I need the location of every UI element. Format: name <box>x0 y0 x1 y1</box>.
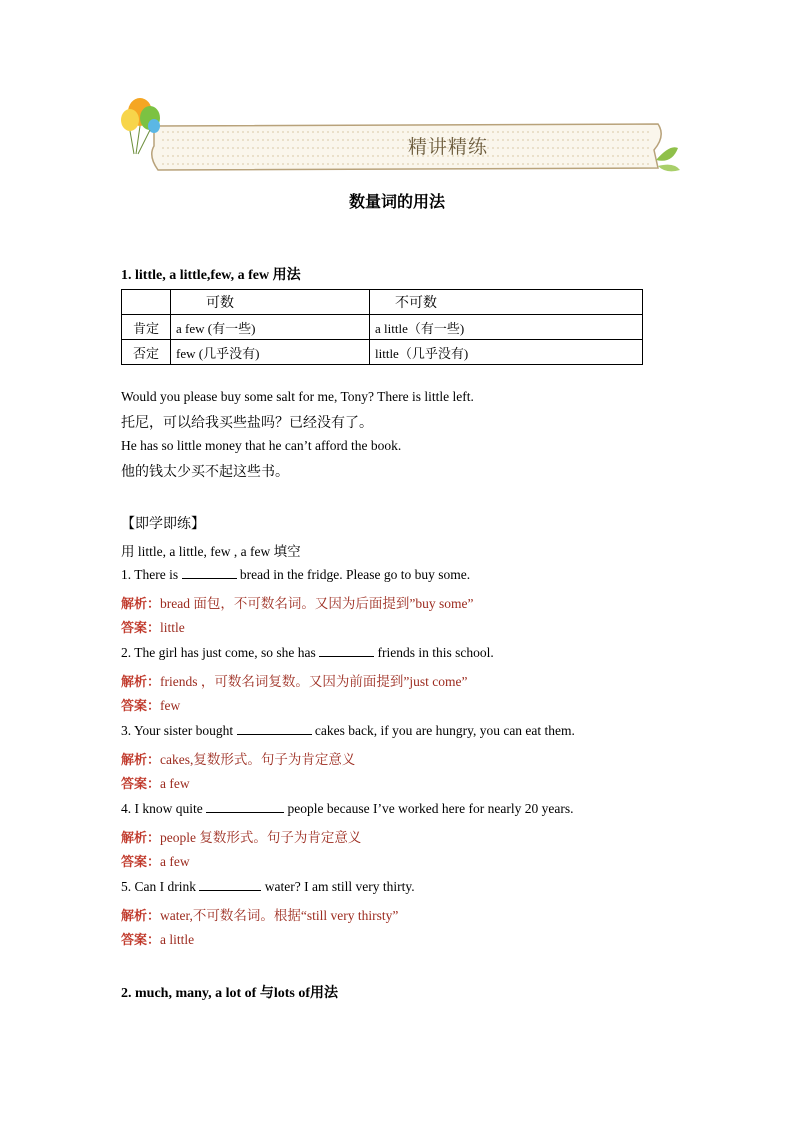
example-sentence-cn: 托尼，可以给我买些盐吗？已经没有了。 <box>121 415 373 431</box>
answer-3 <box>121 773 190 792</box>
question-text: 1. There is <box>121 567 179 582</box>
answer-text: little <box>160 620 185 635</box>
analysis-4 <box>121 826 361 846</box>
section-1-title-cn: 用法 <box>272 267 301 283</box>
section-2-number: 2. <box>121 986 135 1001</box>
table-row <box>122 315 643 340</box>
table-header-cell <box>122 290 171 315</box>
analysis-label: 解析： <box>121 909 161 924</box>
answer-label: 答案： <box>121 855 161 870</box>
analysis-label: 解析： <box>121 831 161 846</box>
analysis-text: cakes,复数形式。句子为肯定意义 <box>160 752 356 767</box>
answer-blank[interactable] <box>206 800 284 813</box>
table-row <box>122 340 643 365</box>
table-cell: few (几乎没有) <box>171 340 370 365</box>
answer-blank[interactable] <box>182 566 237 579</box>
question-4 <box>121 800 574 817</box>
leaf-icon <box>656 147 680 171</box>
table-header-cell: 可数 <box>171 290 370 315</box>
answer-text: a little <box>160 932 195 947</box>
practice-title: 【即学即练】 <box>121 516 205 532</box>
example-sentence-cn: 他的钱太少买不起这些书。 <box>121 464 289 480</box>
analysis-1 <box>121 592 473 612</box>
answer-blank[interactable] <box>319 644 374 657</box>
answer-label: 答案： <box>121 699 161 714</box>
question-text: bread in the fridge. Please go to buy some. <box>239 567 471 582</box>
analysis-2 <box>121 670 467 690</box>
table-cell: 否定 <box>122 340 171 365</box>
answer-blank[interactable] <box>199 878 261 891</box>
question-1 <box>121 566 470 583</box>
question-text: 3. Your sister bought <box>121 723 234 738</box>
analysis-text: friends ，可数名词复数。又因为前面提到”just come” <box>160 674 468 689</box>
question-text: 4. I know quite <box>121 801 203 816</box>
section-2-heading <box>121 982 338 1002</box>
analysis-label: 解析： <box>121 753 161 768</box>
table-cell: a little（有一些) <box>370 315 643 340</box>
table-header-cell: 不可数 <box>370 290 643 315</box>
analysis-text: people 复数形式。句子为肯定意义 <box>160 830 362 845</box>
analysis-5 <box>121 904 398 924</box>
answer-4 <box>121 851 190 870</box>
question-3 <box>121 722 575 739</box>
question-text: 2. The girl has just come, so she has <box>121 645 316 660</box>
section-1-title-en: little, a little,few, a few <box>135 268 273 283</box>
question-text: cakes back, if you are hungry, you can eat them. <box>314 723 575 738</box>
question-text: 5. Can I drink <box>121 879 196 894</box>
section-banner <box>118 96 684 176</box>
answer-label: 答案： <box>121 621 161 636</box>
answer-label: 答案： <box>121 933 161 948</box>
table-cell: little（几乎没有) <box>370 340 643 365</box>
page-title: 数量词的用法 <box>348 192 445 211</box>
usage-table <box>121 289 643 365</box>
example-sentence-en: Would you please buy some salt for me, Tony? There is little left. <box>121 389 474 404</box>
table-header-row <box>122 290 643 315</box>
question-5 <box>121 878 415 895</box>
question-2 <box>121 644 494 661</box>
example-sentence-en: He has so little money that he can’t afford the book. <box>121 438 402 453</box>
answer-text: few <box>160 698 181 713</box>
answer-label: 答案： <box>121 777 161 792</box>
analysis-3 <box>121 748 355 768</box>
answer-1 <box>121 617 185 636</box>
section-2-title-en: much, many, a lot of <box>135 986 260 1001</box>
table-cell: a few (有一些) <box>171 315 370 340</box>
practice-instruction: 用 little, a little, few , a few 填空 <box>121 544 301 559</box>
section-2-title-en2: lots of <box>273 986 311 1001</box>
banner-title: 精讲精练 <box>407 136 488 158</box>
section-2-title-cn: 与 <box>259 985 274 1001</box>
question-text: water? I am still very thirty. <box>264 879 415 894</box>
table-cell: 肯定 <box>122 315 171 340</box>
question-text: people because I’ve worked here for nearly 20 years. <box>287 801 574 816</box>
answer-blank[interactable] <box>237 722 312 735</box>
analysis-label: 解析： <box>121 675 161 690</box>
analysis-text: bread 面包，不可数名词。又因为后面提到”buy some” <box>160 596 474 611</box>
answer-2 <box>121 695 180 714</box>
analysis-text: water,不可数名词。根据“still very thirsty” <box>160 908 399 923</box>
section-1-number: 1. <box>121 268 135 283</box>
question-text: friends in this school. <box>377 645 494 660</box>
answer-5 <box>121 929 194 948</box>
answer-text: a few <box>160 776 190 791</box>
analysis-label: 解析： <box>121 597 161 612</box>
section-2-title-cn2: 用法 <box>310 985 339 1001</box>
answer-text: a few <box>160 854 190 869</box>
section-1-heading <box>121 264 301 284</box>
